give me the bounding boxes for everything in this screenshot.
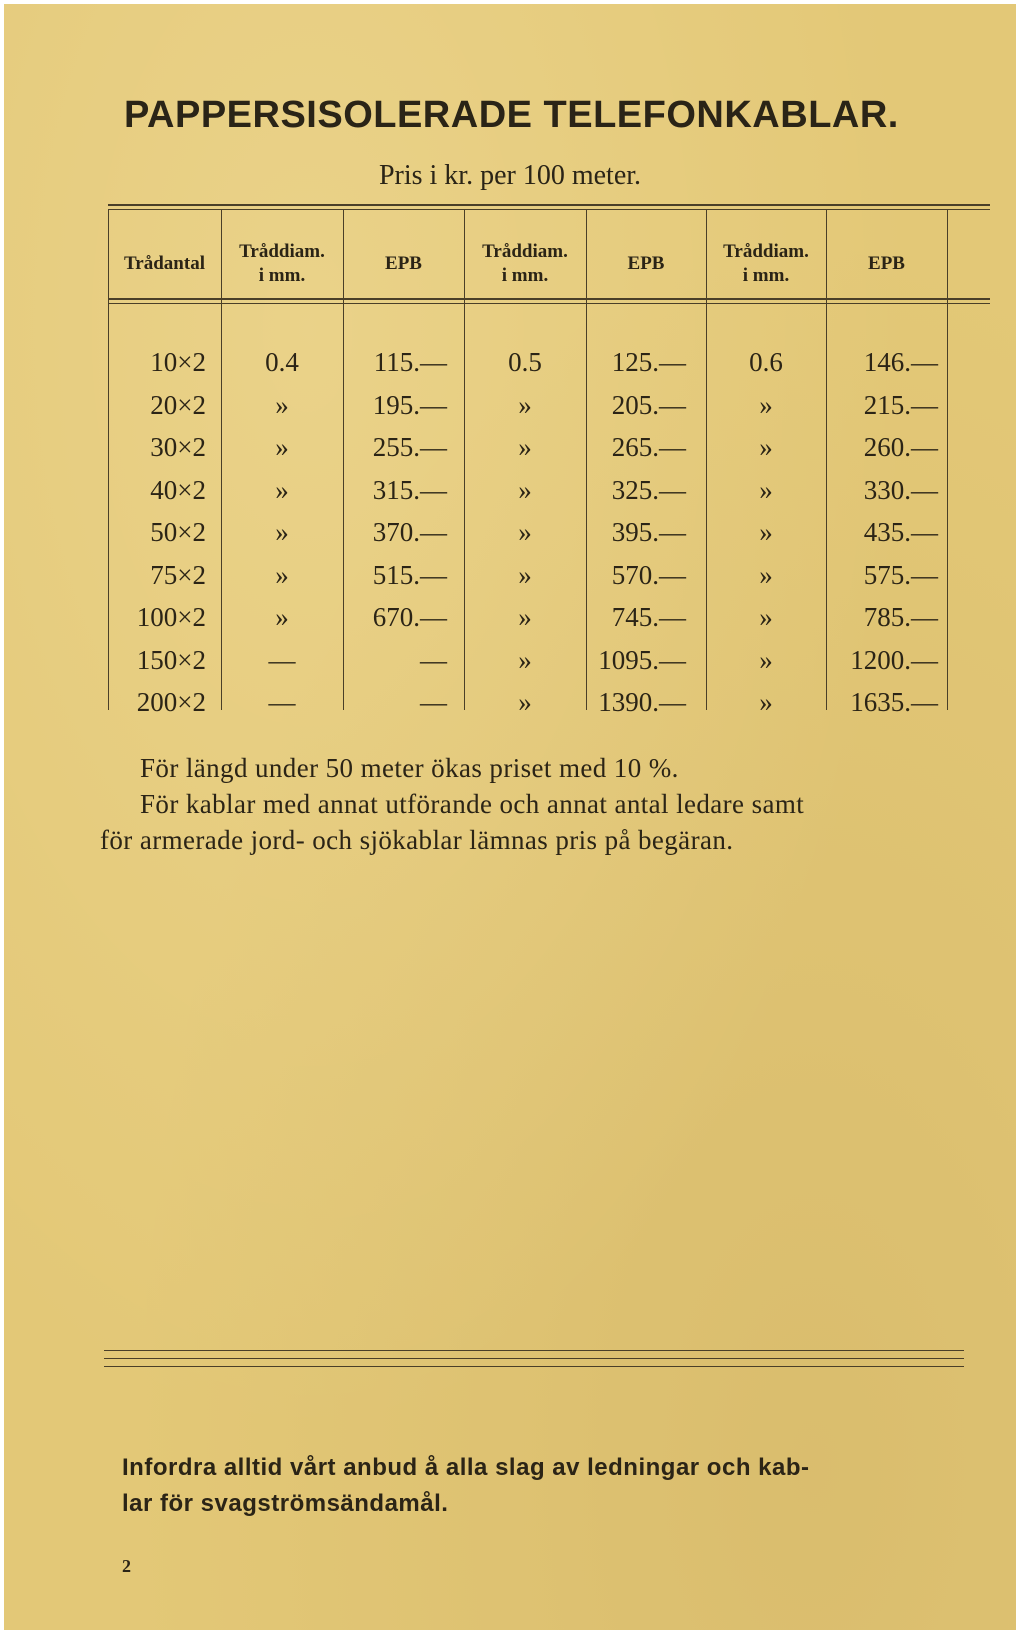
table-row <box>108 510 990 554</box>
footer-rule <box>104 1350 964 1351</box>
cell-diameter-3: » <box>759 687 773 717</box>
table-row <box>108 468 990 512</box>
cell-diameter-3: » <box>759 517 773 547</box>
cell-price-2: 1095.— <box>598 644 686 675</box>
cell-diameter-3: » <box>759 559 773 590</box>
cell-diameter-2: » <box>518 474 532 505</box>
cell-diameter-3: » <box>759 432 773 462</box>
header-diameter-label: Tråddiam. <box>482 241 568 262</box>
cell-tradantal: 30×2 <box>150 432 206 462</box>
header-diameter-1 <box>221 224 343 304</box>
header-epb-3 <box>826 224 947 304</box>
cell-diameter-2: » <box>518 644 532 675</box>
cell-tradantal: 100×2 <box>136 602 206 632</box>
cell-tradantal: 75×2 <box>150 559 206 590</box>
page-sheet <box>4 4 1016 1630</box>
cell-price-3: 785.— <box>863 602 938 632</box>
cell-price-2: 125.— <box>611 347 686 377</box>
cell-price-3: 1200.— <box>850 644 938 675</box>
cell-tradantal: 150×2 <box>136 644 206 675</box>
table-top-rule-thin <box>108 209 990 210</box>
cell-price-3: 575.— <box>863 559 938 590</box>
cell-price-3: 330.— <box>863 474 938 505</box>
cell-tradantal: 50×2 <box>150 517 206 547</box>
cell-price-3: 260.— <box>863 432 938 462</box>
header-diameter-3 <box>706 224 826 304</box>
cell-diameter-1: » <box>275 389 289 420</box>
cell-price-2: 205.— <box>611 389 686 420</box>
header-diameter-2 <box>464 224 586 304</box>
cell-price-2: 570.— <box>611 559 686 590</box>
cell-diameter-1: — <box>268 644 296 675</box>
note-other-cables: För kablar med annat utförande och annat antal ledare samt <box>140 789 805 819</box>
cell-diameter-2: » <box>518 517 532 547</box>
footer-rule <box>104 1366 964 1367</box>
cell-price-2: 1390.— <box>598 687 686 717</box>
cell-diameter-2: 0.5 <box>508 347 542 377</box>
page-number: 2 <box>122 1556 131 1576</box>
note-armored-cables: för armerade jord- och sjökablar lämnas pris på begäran. <box>100 825 734 855</box>
header-epb-label: EPB <box>385 253 422 274</box>
cell-diameter-1: » <box>275 602 289 632</box>
table-row <box>108 383 990 427</box>
cell-diameter-1: » <box>275 517 289 547</box>
footer-line-2: lar för svagströmsändamål. <box>122 1490 449 1517</box>
price-subtitle: Pris i kr. per 100 meter. <box>378 160 642 191</box>
cell-diameter-2: » <box>518 687 532 717</box>
cell-diameter-1: » <box>275 432 289 462</box>
header-diameter-label: Tråddiam. <box>239 241 325 262</box>
cell-price-1: — <box>420 644 447 675</box>
table-row <box>108 553 990 597</box>
cell-diameter-3: » <box>759 602 773 632</box>
table-top-rule <box>108 204 990 206</box>
cell-diameter-2: » <box>518 602 532 632</box>
cell-price-1: 315.— <box>372 474 447 505</box>
header-epb-1 <box>343 224 464 304</box>
cell-price-1: 370.— <box>372 517 447 547</box>
cell-price-1: 255.— <box>372 432 447 462</box>
footer-advert <box>122 1450 992 1522</box>
cell-price-3: 1635.— <box>850 687 938 717</box>
table-row <box>108 425 990 469</box>
cell-tradantal: 40×2 <box>150 474 206 505</box>
header-epb-label: EPB <box>627 253 665 274</box>
header-epb-label: EPB <box>868 253 905 274</box>
header-diameter-unit: i mm. <box>501 265 549 286</box>
cell-diameter-2: » <box>518 432 532 462</box>
cell-diameter-3: » <box>759 644 773 675</box>
page-title: PAPPERSISOLERADE TELEFONKABLAR. <box>124 94 899 136</box>
header-tradantal <box>108 224 221 304</box>
cell-diameter-1: — <box>268 687 296 717</box>
cell-tradantal: 200×2 <box>136 687 206 717</box>
cell-diameter-2: » <box>518 389 532 420</box>
table-row <box>108 680 990 724</box>
cell-diameter-2: » <box>518 559 532 590</box>
cell-diameter-3: 0.6 <box>749 347 783 377</box>
cell-tradantal: 20×2 <box>150 389 206 420</box>
table-row <box>108 340 990 384</box>
cell-price-1: 195.— <box>372 389 447 420</box>
cell-price-3: 435.— <box>863 517 938 547</box>
cell-price-3: 146.— <box>863 347 938 377</box>
cell-price-1: — <box>420 687 447 717</box>
cell-diameter-1: 0.4 <box>265 347 299 377</box>
cell-diameter-1: » <box>275 559 289 590</box>
footer-line-1: Infordra alltid vårt anbud å alla slag av ledningar och kab- <box>122 1454 810 1481</box>
header-diameter-label: Tråddiam. <box>723 241 809 262</box>
table-row <box>108 638 990 682</box>
cell-price-1: 670.— <box>372 602 447 632</box>
note-length-surcharge: För längd under 50 meter ökas priset med 10 %. <box>140 753 679 783</box>
cell-price-2: 265.— <box>611 432 686 462</box>
cell-diameter-3: » <box>759 474 773 505</box>
cell-price-1: 115.— <box>373 347 447 377</box>
cell-tradantal: 10×2 <box>150 347 206 377</box>
header-epb-2 <box>586 224 706 304</box>
table-row <box>108 595 990 639</box>
cell-price-2: 395.— <box>611 517 686 547</box>
header-diameter-unit: i mm. <box>258 265 306 286</box>
cell-price-2: 325.— <box>611 474 686 505</box>
cell-price-1: 515.— <box>372 559 447 590</box>
footer-rule <box>104 1358 964 1359</box>
cell-price-3: 215.— <box>863 389 938 420</box>
cell-diameter-3: » <box>759 389 773 420</box>
header-tradantal-label: Trådantal <box>124 253 205 274</box>
header-diameter-unit: i mm. <box>742 265 790 286</box>
cell-price-2: 745.— <box>611 602 686 632</box>
cell-diameter-1: » <box>275 474 289 505</box>
